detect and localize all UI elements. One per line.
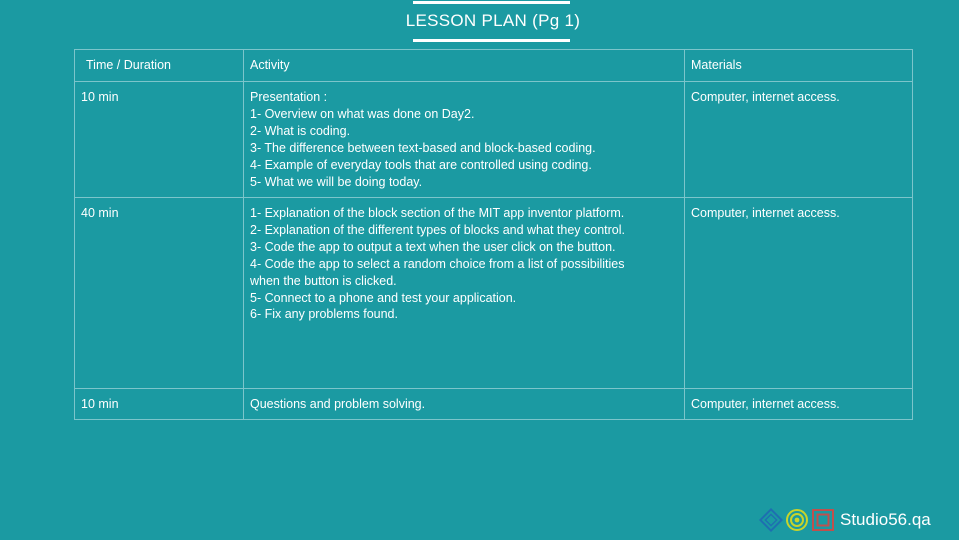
activity-line: 6- Fix any problems found. [250, 307, 398, 322]
header-activity: Activity [244, 50, 685, 82]
activity-line: Presentation : [250, 90, 328, 104]
time-cell: 10 min [75, 389, 244, 420]
diamond-icon [759, 508, 783, 532]
activity-line: 1- Overview on what was done on Day2. [250, 106, 475, 121]
header-time: Time / Duration [75, 50, 244, 82]
table-row [75, 198, 913, 389]
time-cell: 10 min [75, 82, 244, 198]
table-row [75, 389, 913, 420]
activity-line: when the button is clicked. [250, 273, 397, 288]
page-title: LESSON PLAN (Pg 1) [405, 11, 581, 30]
activity-line: 3- Code the app to output a text when the user click on the button. [250, 239, 616, 254]
brand-name: Studio56.qa [840, 510, 931, 529]
title-rule-bottom [413, 39, 570, 42]
materials-cell: Computer, internet access. [685, 389, 913, 420]
materials-cell: Computer, internet access. [685, 198, 913, 389]
concentric-circles-icon [785, 508, 809, 532]
header-materials: Materials [685, 50, 913, 82]
activity-line: 5- What we will be doing today. [250, 174, 423, 189]
title-rule-top [413, 1, 570, 4]
time-cell: 40 min [75, 198, 244, 389]
activity-line: 4- Code the app to select a random choice from a list of possibilities [250, 256, 625, 271]
nested-squares-icon [811, 508, 835, 532]
activity-cell [244, 82, 685, 198]
activity-line: 1- Explanation of the block section of the MIT app inventor platform. [250, 206, 625, 220]
footer-brand [759, 506, 931, 534]
table-row [75, 82, 913, 198]
table-header-row [75, 50, 913, 82]
activity-line: 3- The difference between text-based and block-based coding. [250, 140, 596, 155]
lesson-plan-table [74, 49, 913, 420]
activity-line: 2- Explanation of the different types of blocks and what they control. [250, 222, 625, 237]
activity-line: 2- What is coding. [250, 123, 351, 138]
activity-cell [244, 389, 685, 420]
materials-cell: Computer, internet access. [685, 82, 913, 198]
activity-line: 5- Connect to a phone and test your application. [250, 290, 517, 305]
activity-line: Questions and problem solving. [250, 397, 426, 411]
activity-line: 4- Example of everyday tools that are controlled using coding. [250, 157, 592, 172]
activity-cell [244, 198, 685, 389]
